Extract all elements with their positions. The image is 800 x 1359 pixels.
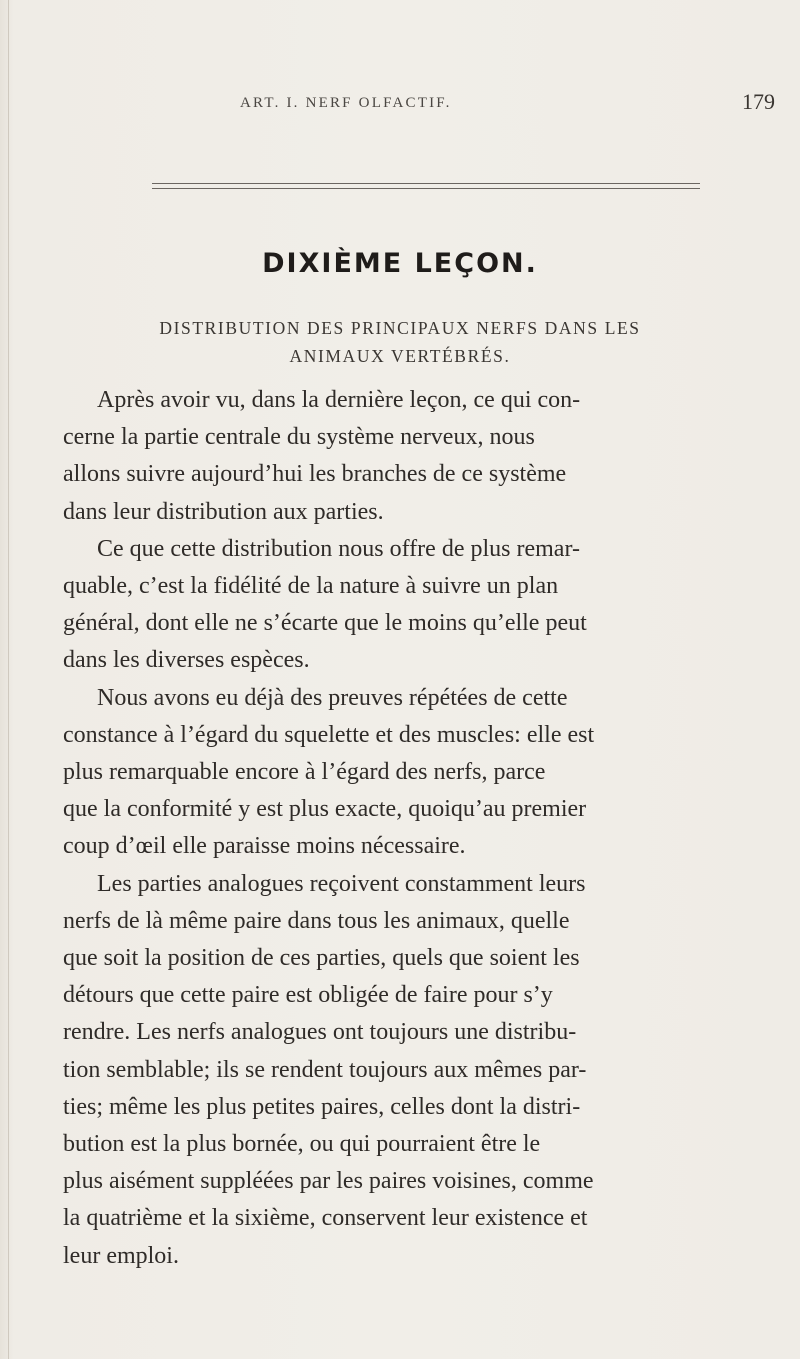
text-line: bution est la plus bornée, ou qui pourraient être le	[63, 1131, 541, 1158]
text-line: rendre. Les nerfs analogues ont toujours une distribu-	[63, 1019, 577, 1046]
text-line: Après avoir vu, dans la dernière leçon, ce qui con-	[97, 387, 581, 413]
text-line: dans les diverses espèces.	[63, 647, 310, 674]
text-line: Nous avons eu déjà des preuves répétées de cette	[97, 684, 568, 711]
text-line: Les parties analogues reçoivent constamment leurs	[97, 870, 586, 897]
text-line: la quatrième et la sixième, conservent leur existence et	[63, 1205, 588, 1232]
page-number: 179	[742, 89, 775, 114]
subtitle-line-2: ANIMAUX VERTÉBRÉS.	[289, 346, 511, 366]
text-line: que la conformité y est plus exacte, quoiqu’au premier	[63, 796, 587, 823]
body-text	[63, 382, 743, 1275]
text-line: quable, c’est la fidélité de la nature à suivre un plan	[63, 573, 559, 600]
header-rule-top	[152, 183, 700, 184]
text-line: général, dont elle ne s’écarte que le moins qu’elle peut	[63, 610, 587, 637]
text-line: coup d’œil elle paraisse moins nécessaire.	[63, 833, 466, 860]
lesson-title: DIXIÈME LEÇON.	[262, 248, 538, 279]
text-line: dans leur distribution aux parties.	[63, 498, 384, 525]
text-line: constance à l’égard du squelette et des muscles: elle est	[63, 721, 595, 748]
page-gutter-edge	[8, 0, 9, 1359]
subtitle-line-1: DISTRIBUTION DES PRINCIPAUX NERFS DANS LES	[159, 318, 641, 338]
text-line: ties; même les plus petites paires, celles dont la distri-	[63, 1093, 581, 1120]
text-line: leur emploi.	[63, 1242, 179, 1269]
text-line: allons suivre aujourd’hui les branches de ce système	[63, 461, 567, 488]
text-line: tion semblable; ils se rendent toujours aux mêmes par-	[63, 1056, 587, 1083]
text-line: nerfs de là même paire dans tous les animaux, quelle	[63, 907, 570, 934]
text-line: plus remarquable encore à l’égard des nerfs, parce	[63, 759, 546, 786]
header-rule-bottom	[152, 188, 700, 189]
text-line: Ce que cette distribution nous offre de plus remar-	[97, 535, 580, 562]
text-line: détours que cette paire est obligée de faire pour s’y	[63, 982, 553, 1009]
text-line: plus aisément suppléées par les paires voisines, comme	[63, 1168, 594, 1195]
text-line: cerne la partie centrale du système nerveux, nous	[63, 424, 535, 451]
running-head: ART. I. NERF OLFACTIF.	[240, 95, 452, 111]
text-line: que soit la position de ces parties, quels que soient les	[63, 945, 580, 972]
